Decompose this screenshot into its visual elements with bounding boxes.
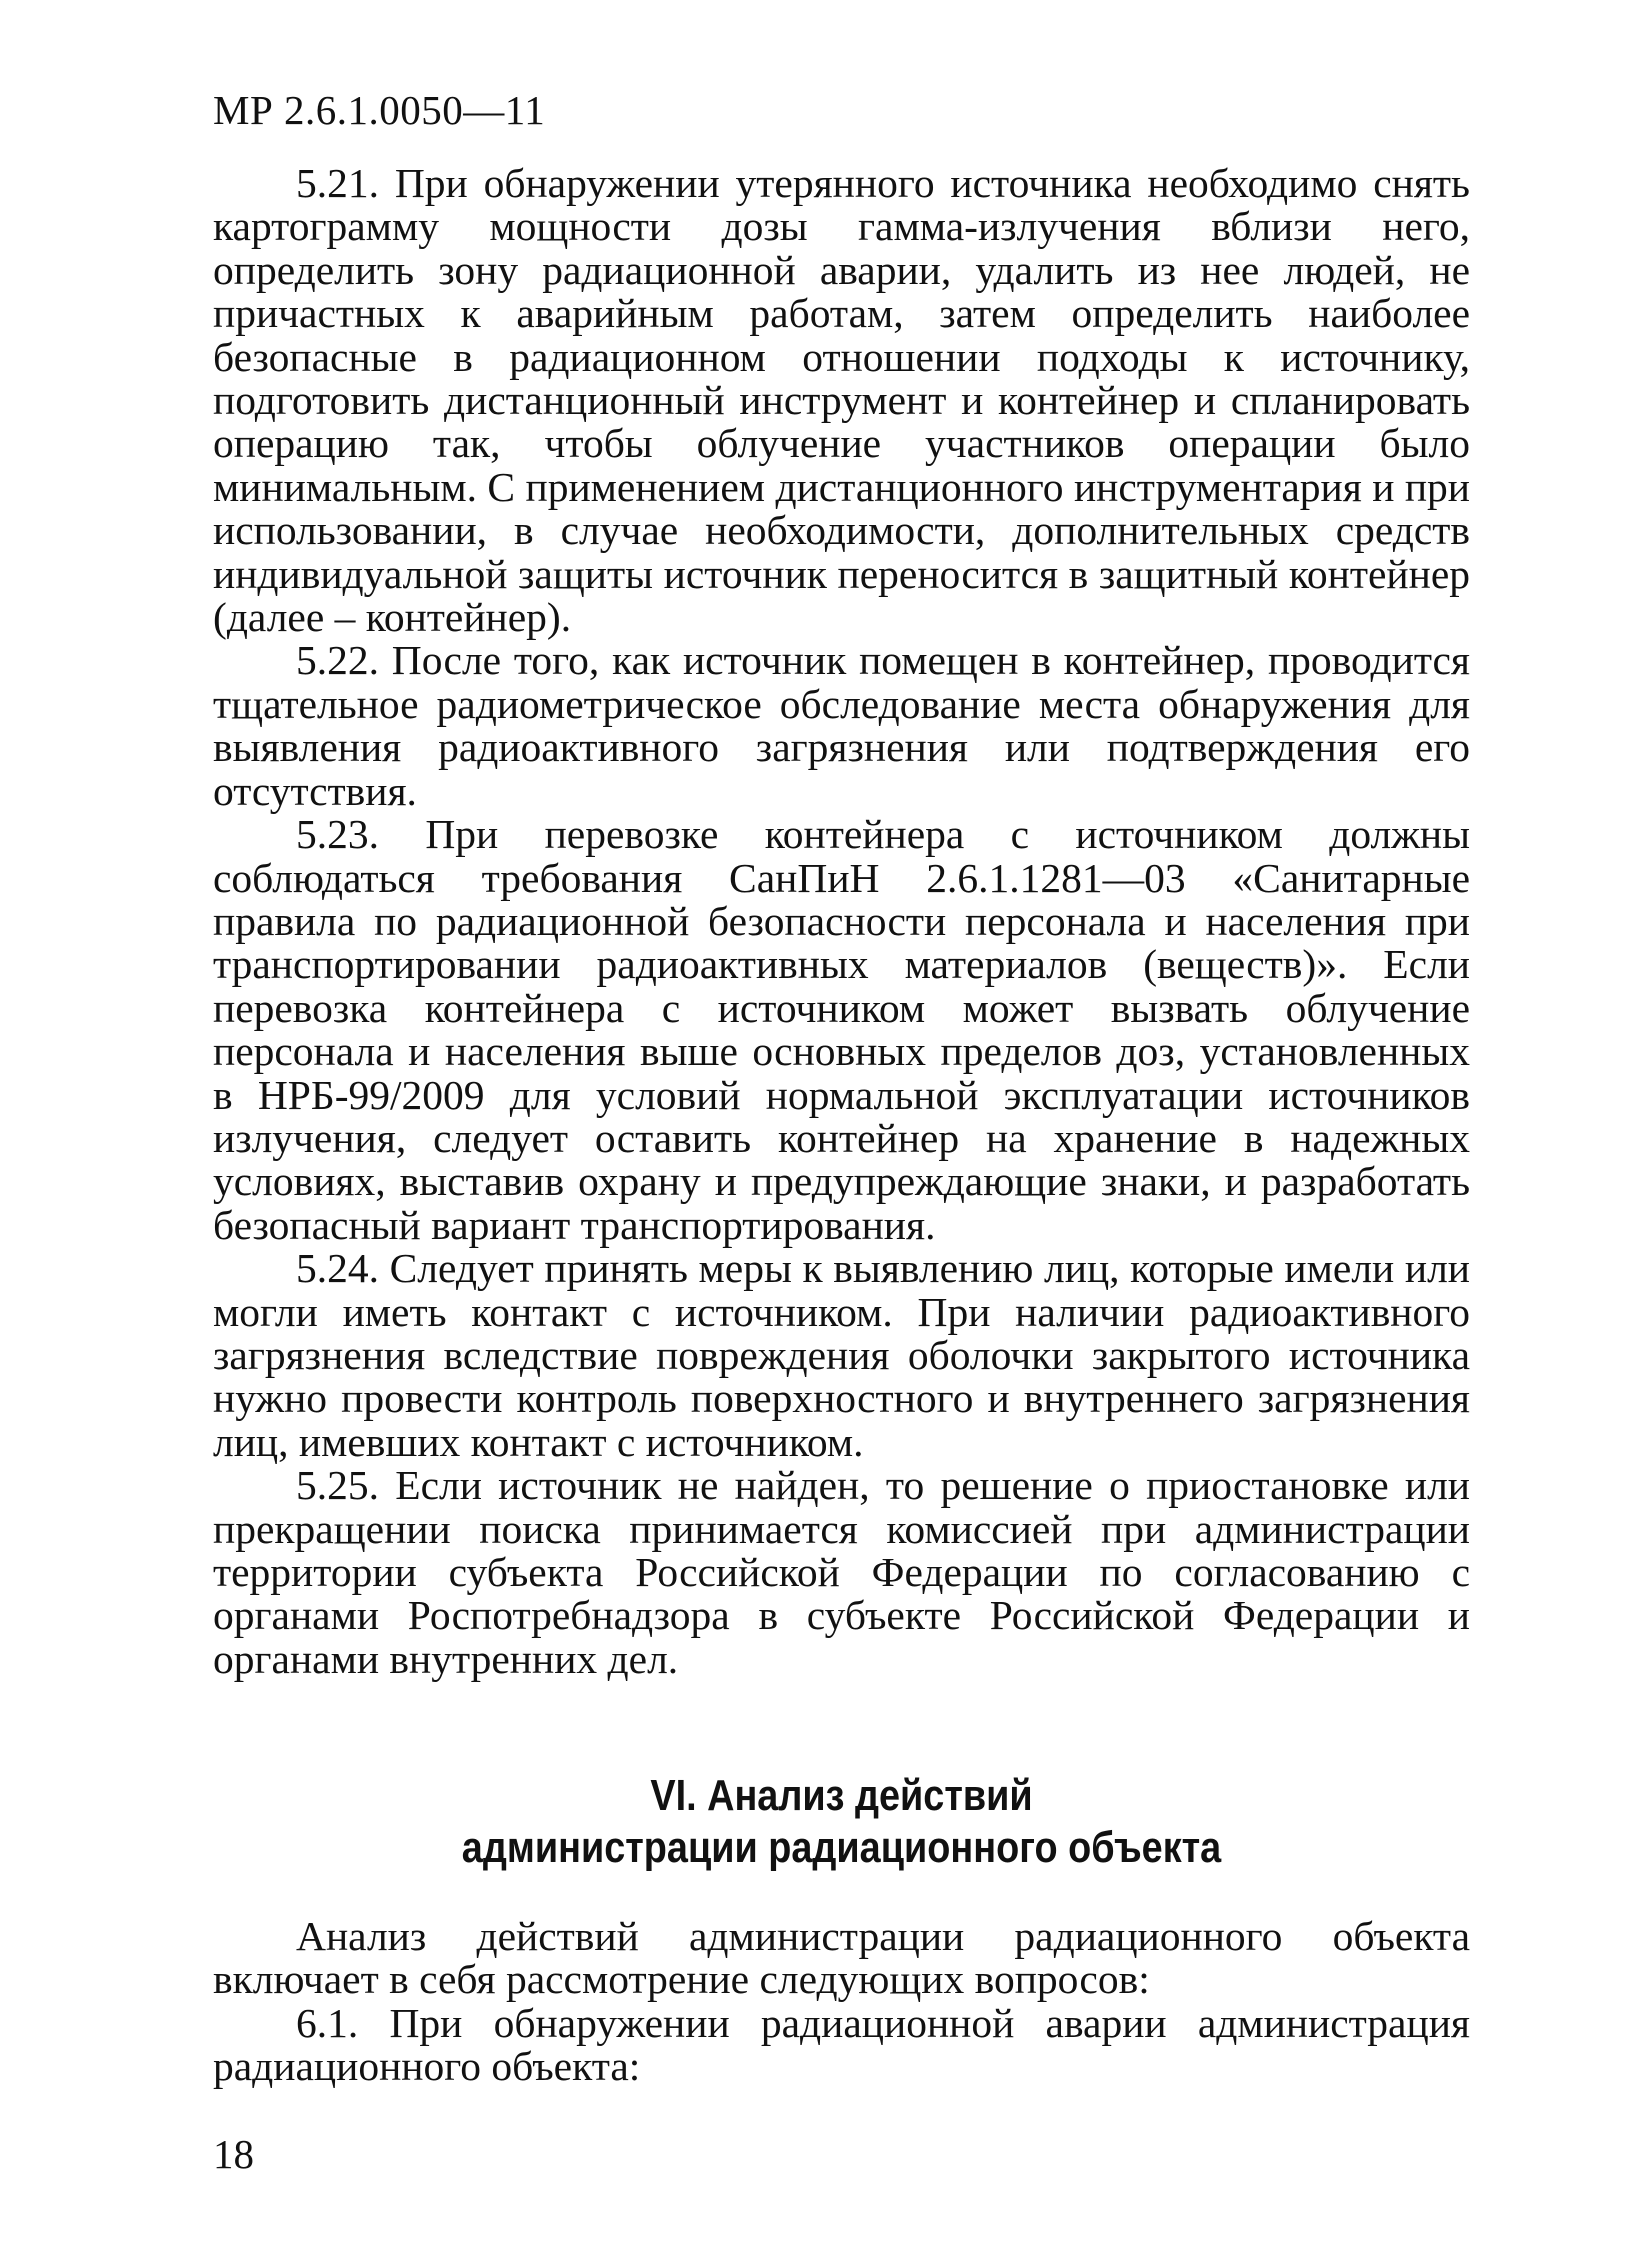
section-intro: Анализ действий администрации радиационного объекта включает в себя рассмотрение следующих вопросов:: [213, 1913, 1470, 2003]
paragraph-5-21: 5.21. При обнаружении утерянного источника необходимо снять картограмму мощности дозы гамма-излучения вблизи него, определить зону радиационной аварии, удалить из нее людей, не причастных к аварийным работам, затем определить наиболее безопасные в радиационном отношении подходы к источнику, подготовить дистанционный инструмент и контейнер и спланировать операцию так, чтобы облучение участников операции было минимальным. С применением дистанционного инструментария и при использовании, в случае необходимости, дополнительных средств индивидуальной защиты источник переносится в защитный контейнер (далее – контейнер).: [213, 160, 1470, 641]
paragraph-5-24: 5.24. Следует принять меры к выявлению лиц, которые имели или могли иметь контакт с источником. При наличии радиоактивного загрязнения вследствие повреждения оболочки закрытого источника нужно провести контроль поверхностного и внутреннего загрязнения лиц, имевших контакт с источником.: [213, 1245, 1470, 1465]
paragraph-5-23: 5.23. При перевозке контейнера с источником должны соблюдаться требования СанПиН 2.6.1.1281—03 «Санитарные правила по радиационной безопасности персонала и населения при транспортировании радиоактивных материалов (веществ)». Если перевозка контейнера с источником может вызвать облучение персонала и населения выше основных пределов доз, установленных в НРБ-99/2009 для условий нормальной эксплуатации источников излучения, следует оставить контейнер на хранение в надежных условиях, выставив охрану и предупреждающие знаки, и разработать безопасный вариант транспортирования.: [213, 811, 1470, 1248]
section-vi-body: [213, 1915, 1470, 2089]
paragraph-6-1: 6.1. При обнаружении радиационной аварии администрация радиационного объекта:: [213, 1999, 1470, 2090]
main-body: [213, 162, 1470, 1681]
section-heading-line-1: VI. Анализ действий: [650, 1771, 1033, 1820]
section-heading-line-2: администрации радиационного объекта: [461, 1823, 1222, 1872]
paragraph-5-25: 5.25. Если источник не найден, то решение о приостановке или прекращении поиска принимается комиссией при администрации территории субъекта Российской Федерации по согласованию с органами Роспотребнадзора в субъекте Российской Федерации и органами внутренних дел.: [213, 1462, 1470, 1682]
page-number: 18: [213, 2131, 254, 2177]
paragraph-5-22: 5.22. После того, как источник помещен в контейнер, проводится тщательное радиометрическое обследование места обнаружения для выявления радиоактивного загрязнения или подтверждения его отсутствия.: [213, 637, 1470, 814]
section-heading: [301, 1770, 1382, 1874]
running-header: МР 2.6.1.0050—11: [213, 87, 546, 133]
